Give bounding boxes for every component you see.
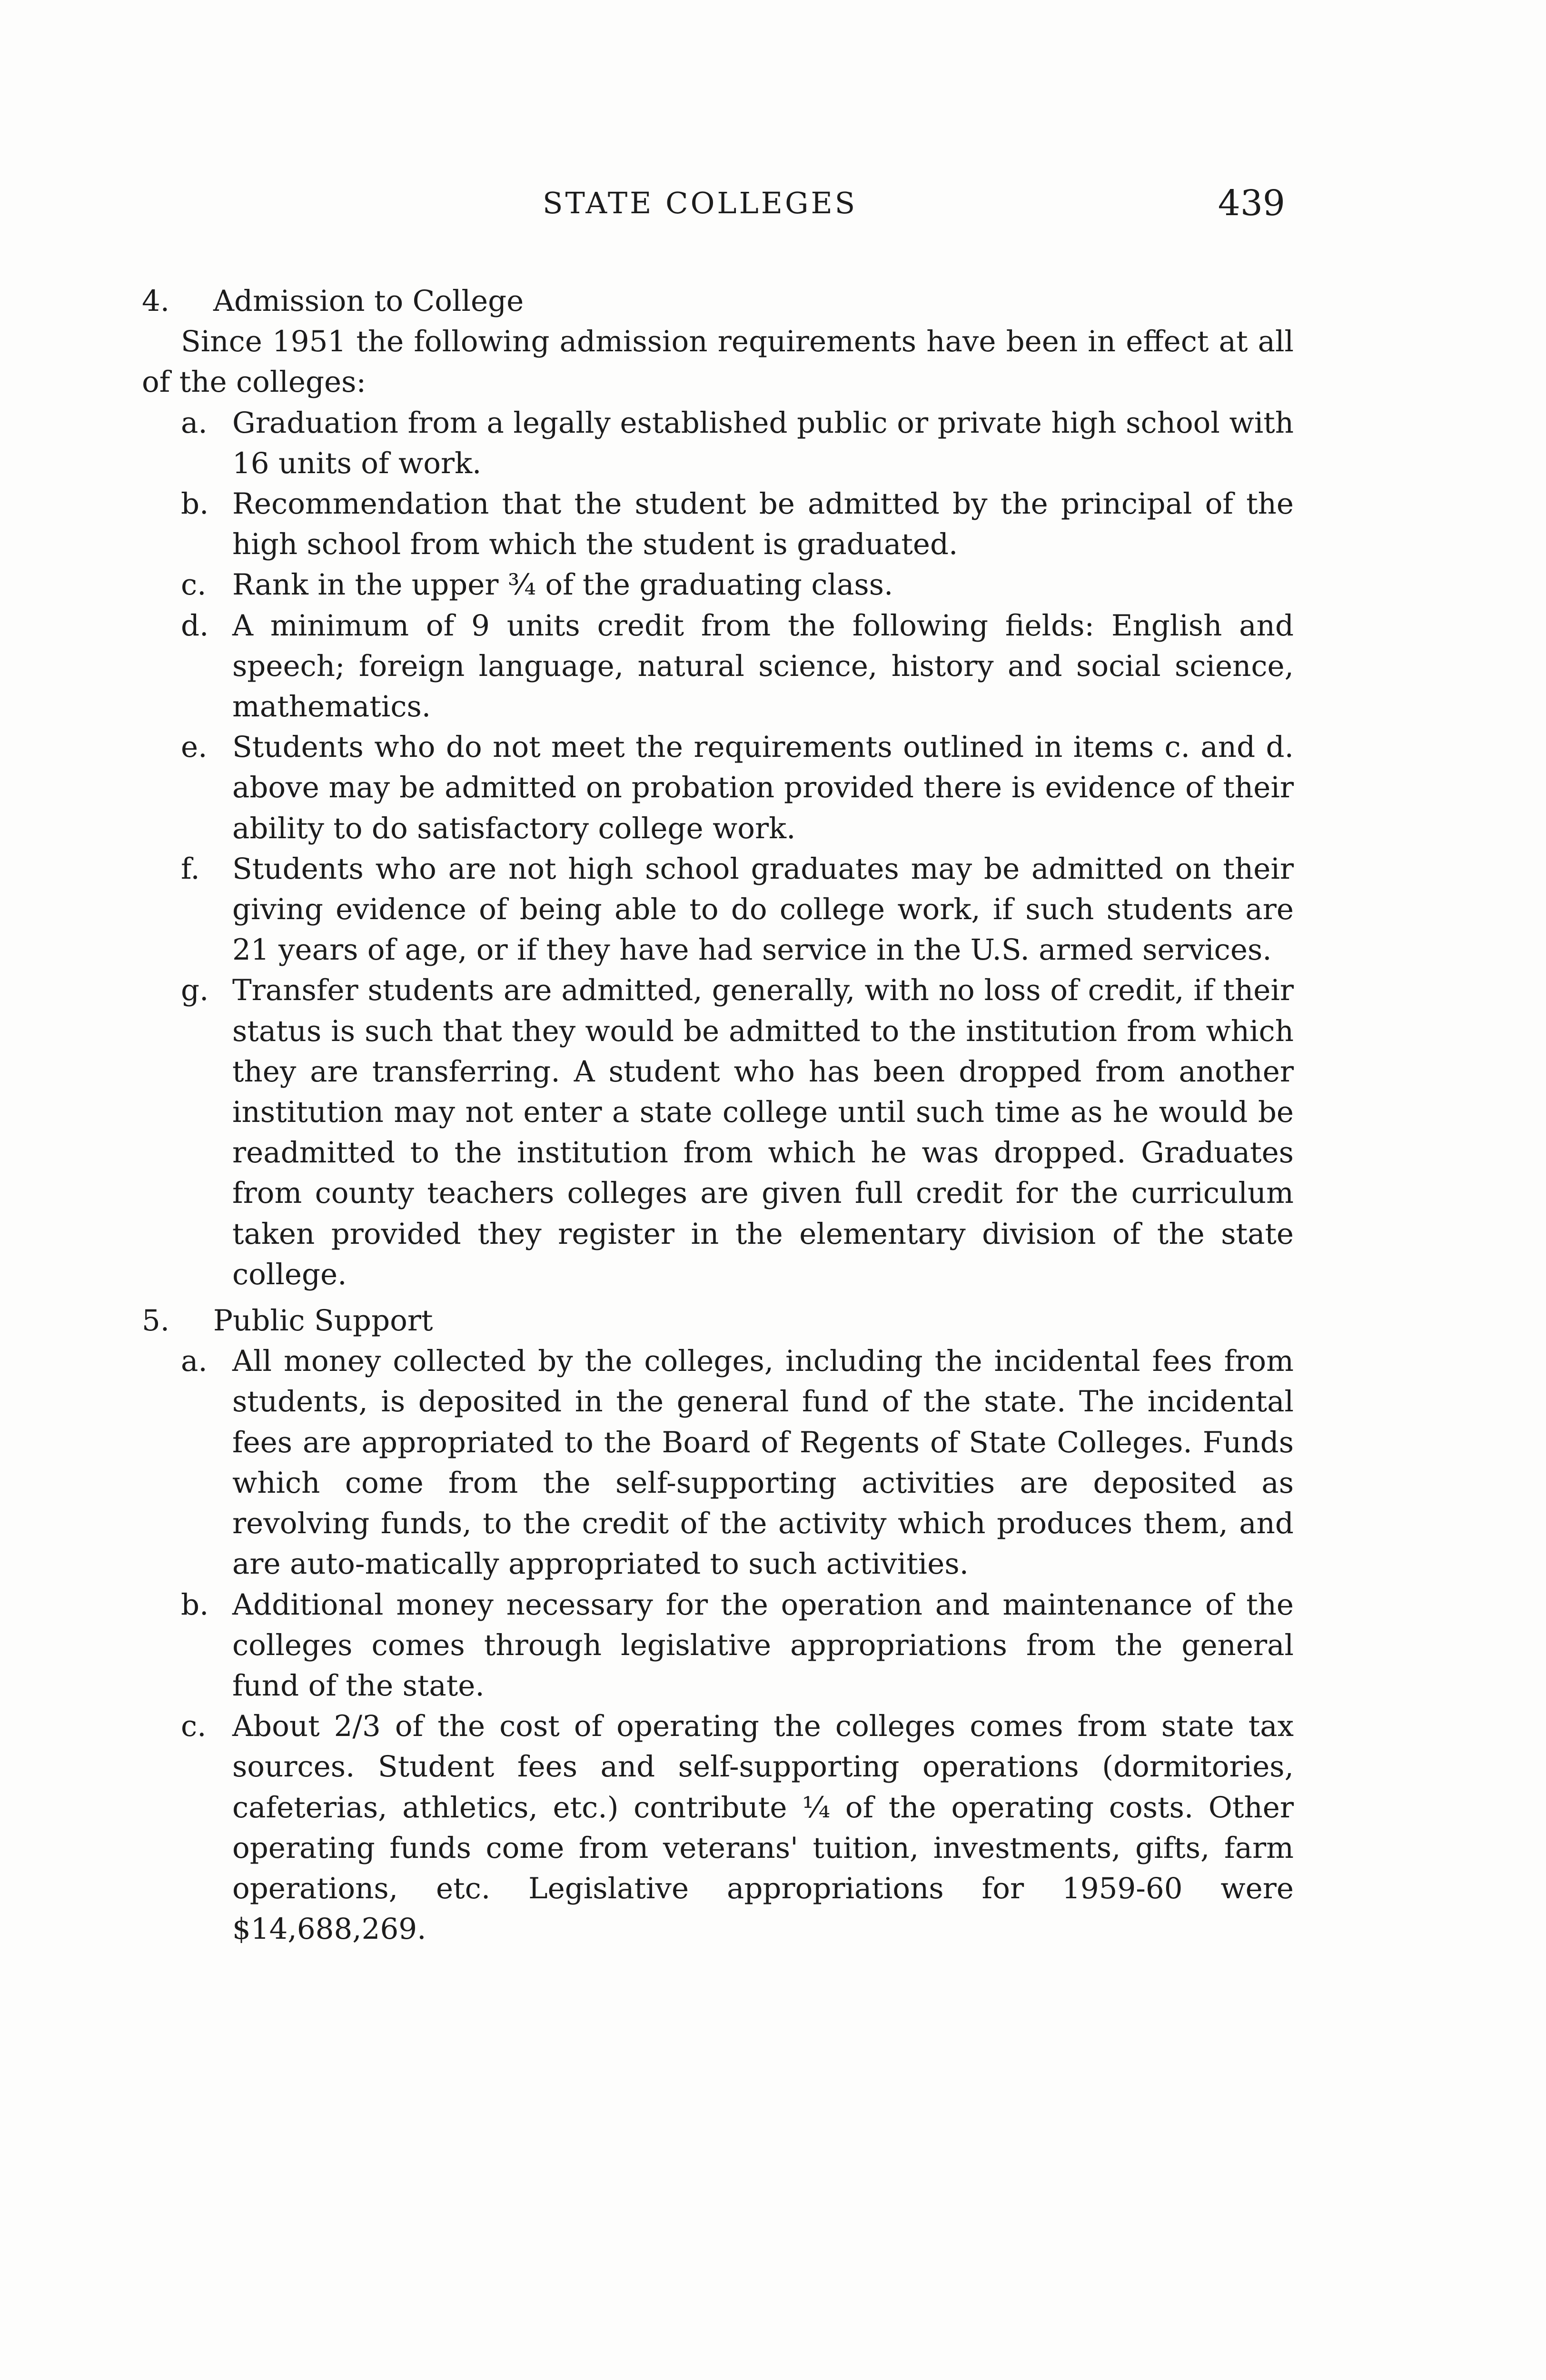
section-title: Public Support	[213, 1304, 433, 1338]
section-heading-admission	[142, 281, 1294, 321]
item-letter: g.	[181, 973, 209, 1008]
item-letter: b.	[181, 487, 209, 521]
item-text: Recommendation that the student be admitted by the principal of the high school from which the student is graduated.	[232, 487, 1294, 562]
item-letter: b.	[181, 1587, 209, 1622]
page-number: 439	[1218, 183, 1285, 224]
item-letter: f.	[181, 852, 200, 886]
running-title: STATE COLLEGES	[543, 186, 858, 220]
section-number: 5.	[142, 1304, 170, 1338]
item-text: Graduation from a legally established public or private high school with 16 units of work.	[232, 406, 1294, 480]
item-letter: d.	[181, 608, 209, 643]
item-text: About 2/3 of the cost of operating the colleges comes from state tax sources. Student fees and self-supporting operations (dormitories, cafeterias, athletics, etc.) contribute ¼ of the operating costs. Other operating funds come from veterans' tuition, investments, gifts, farm operations, etc. Legislative appropriations for 1959-60 were $14,688,269.	[232, 1709, 1294, 1946]
section-gap	[142, 1295, 1294, 1300]
page-header	[543, 183, 1285, 228]
item-text: Transfer students are admitted, generally, with no loss of credit, if their status is such that they would be admitted to the institution from which they are transferring. A student who has been dropped from another institution may not enter a state college until such time as he would be readmitted to the institution from which he was dropped. Graduates from county teachers colleges are given full credit for the curriculum taken provided they register in the elementary division of the state college.	[232, 973, 1294, 1291]
item-text: Students who do not meet the requirements outlined in items c. and d. above may be admitted on probation provided there is evidence of their ability to do satisfactory college work.	[232, 730, 1294, 845]
item-text: Students who are not high school graduates may be admitted on their giving evidence of being able to do college work, if such students are 21 years of age, or if they have had service in the U.S. armed services.	[232, 852, 1294, 967]
item-letter: c.	[181, 1709, 207, 1744]
list-item	[181, 727, 1294, 849]
list-item	[181, 565, 1294, 605]
section-title: Admission to College	[213, 284, 524, 318]
item-letter: c.	[181, 568, 207, 602]
list-item	[181, 849, 1294, 971]
item-letter: a.	[181, 1344, 208, 1378]
list-item	[181, 1341, 1294, 1584]
item-text: Additional money necessary for the operation and maintenance of the colleges comes through legislative appropriations from the general fund of the state.	[232, 1587, 1294, 1703]
section-heading-public-support	[142, 1300, 1294, 1341]
list-item	[181, 403, 1294, 484]
item-text: A minimum of 9 units credit from the following fields: English and speech; foreign language, natural science, history and social science, mathematics.	[232, 608, 1294, 724]
list-item	[181, 1585, 1294, 1706]
item-letter: e.	[181, 730, 208, 764]
list-item	[181, 605, 1294, 727]
item-text: Rank in the upper ¾ of the graduating class.	[232, 568, 893, 602]
item-letter: a.	[181, 406, 208, 440]
section-number: 4.	[142, 284, 170, 318]
item-text: All money collected by the colleges, including the incidental fees from students, is deposited in the general fund of the state. The incidental fees are appropriated to the Board of Regents of State Colleges. Funds which come from the self-supporting activities are deposited as revolving funds, to the credit of the activity which produces them, and are auto-matically appropriated to such activities.	[232, 1344, 1294, 1581]
section-intro: Since 1951 the following admission requirements have been in effect at all of the colleges:	[142, 325, 1294, 399]
list-item	[181, 1706, 1294, 1949]
page-content	[142, 281, 1294, 1949]
list-item	[181, 484, 1294, 565]
list-item	[181, 970, 1294, 1295]
